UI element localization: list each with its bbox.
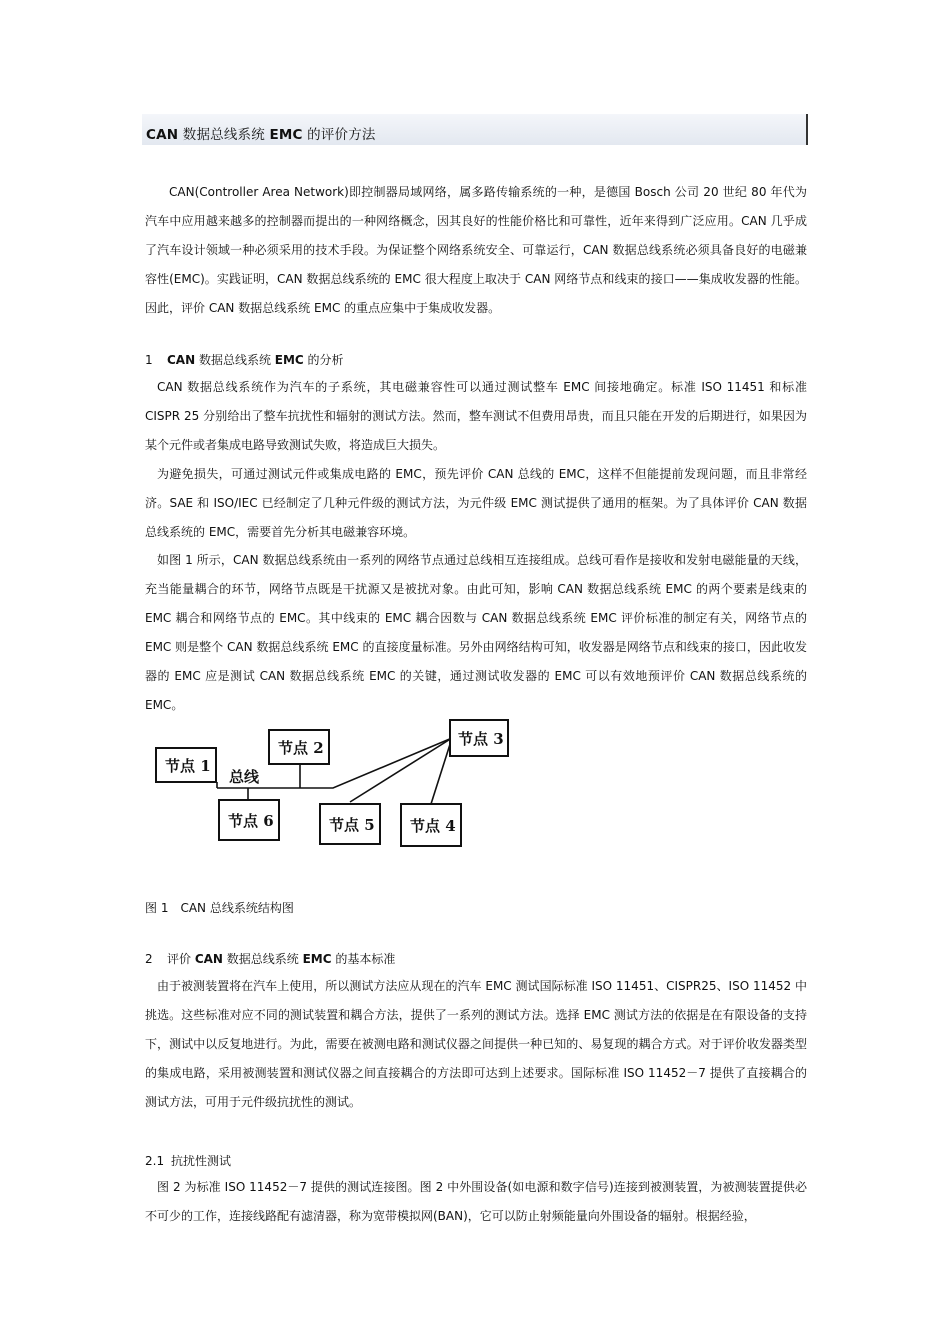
section-2-1-heading: 2.1 抗扰性测试 — [145, 1154, 232, 1168]
intro-paragraph: CAN(Controller Area Network)即控制器局域网络，属多路传输系统的一种，是德国 Bosch 公司 20 世纪 80 年代为汽车中应用越来越多的控制器而提出的一种网络概念，因其良好的性能价格比和可靠性，近年来得到广泛应用。CAN 几乎成了汽车设计领域一种必须采用的技术手段。为保证整个网络系统安全、可靠运行，CAN 数据总线系统必须具备良好的电磁兼容性(EMC)。实践证明，CAN 数据总线系统的 EMC 很大程度上取决于 CAN 网络节点和线束的接口——集成收发器的性能。因此，评价 CAN 数据总线系统 EMC 的重点应集中于集成收发器。 — [145, 185, 807, 315]
node-4-label: 节点 4 — [410, 817, 456, 835]
node-3-label: 节点 3 — [458, 730, 504, 748]
node-2-label: 节点 2 — [278, 739, 324, 757]
section-2-1-paragraph-1: 图 2 为标准 ISO 11452－7 提供的测试连接图。图 2 中外围设备(如电源和数字信号)连接到被测装置，为被测装置提供必不可少的工作，连接线路配有滤清器，称为宽带模拟网(BAN)，它可以防止射频能量向外围设备的辐射。根据经验， — [145, 1180, 807, 1223]
section-1-paragraph-2: 为避免损失，可通过测试元件或集成电路的 EMC，预先评价 CAN 总线的 EMC，这样不但能提前发现问题，而且非常经济。SAE 和 ISO/IEC 已经制定了几种元件级的测试方法，为元件级 EMC 测试提供了通用的框架。为了具体评价 CAN 数据总线系统的 EMC，需要首先分析其电磁兼容环境。 — [145, 467, 807, 539]
section-2-paragraph-1: 由于被测装置将在汽车上使用，所以测试方法应从现在的汽车 EMC 测试国际标准 ISO 11451、CISPR25、ISO 11452 中挑选。这些标准对应不同的测试装置和耦合方法，提供了一系列的测试方法。选择 EMC 测试方法的依据是在有限设备的支持下，测试中以反复地进行。为此，需要在被测电路和测试仪器之间提供一种已知的、易复现的耦合方式。对于评价收发器类型的集成电路，采用被测装置和测试仪器之间直接耦合的方法即可达到上述要求。国际标准 ISO 11452－7 提供了直接耦合的测试方法，可用于元件级抗扰性的测试。 — [145, 979, 807, 1109]
node-1-label: 节点 1 — [165, 757, 211, 775]
section-1-paragraph-3: 如图 1 所示，CAN 数据总线系统由一系列的网络节点通过总线相互连接组成。总线可看作是接收和发射电磁能量的天线，充当能量耦合的环节，网络节点既是干扰源又是被扰对象。由此可知，影响 CAN 数据总线系统 EMC 的两个要素是线束的 EMC 耦合和网络节点的 EMC。其中线束的 EMC 耦合因数与 CAN 数据总线系统 EMC 评价标准的制定有关，网络节点的 EMC 则是整个 CAN 数据总线系统 EMC 的直接度量标准。另外由网络结构可知，收发器是网络节点和线束的接口，因此收发器的 EMC 应是测试 CAN 数据总线系统 EMC 的关键，通过测试收发器的 EMC 可以有效地预评价 CAN 数据总线系统的 EMC。 — [145, 553, 807, 712]
can-bus-diagram — [150, 716, 510, 848]
section-1-heading: 1 CAN 数据总线系统 EMC 的分析 — [145, 353, 344, 367]
bus-label: 总线 — [229, 768, 260, 786]
figure-1-caption: 图 1 CAN 总线系统结构图 — [145, 901, 294, 915]
section-1-paragraph-1: CAN 数据总线系统作为汽车的子系统，其电磁兼容性可以通过测试整车 EMC 间接地确定。标准 ISO 11451 和标准 CISPR 25 分别给出了整车抗扰性和辐射的测试方法。然而，整车测试不但费用昂贵，而且只能在开发的后期进行，如果因为某个元件或者集成电路导致测试失败，将造成巨大损失。 — [145, 380, 807, 452]
node-6-label: 节点 6 — [228, 812, 274, 830]
section-2-heading: 2 评价 CAN 数据总线系统 EMC 的基本标准 — [145, 952, 396, 966]
page-title: CAN 数据总线系统 EMC 的评价方法 — [146, 127, 376, 143]
bus-branch-node4 — [431, 738, 452, 804]
title-bar — [142, 114, 808, 145]
node-5-label: 节点 5 — [329, 816, 375, 834]
bus-branch-node5 — [350, 738, 452, 802]
